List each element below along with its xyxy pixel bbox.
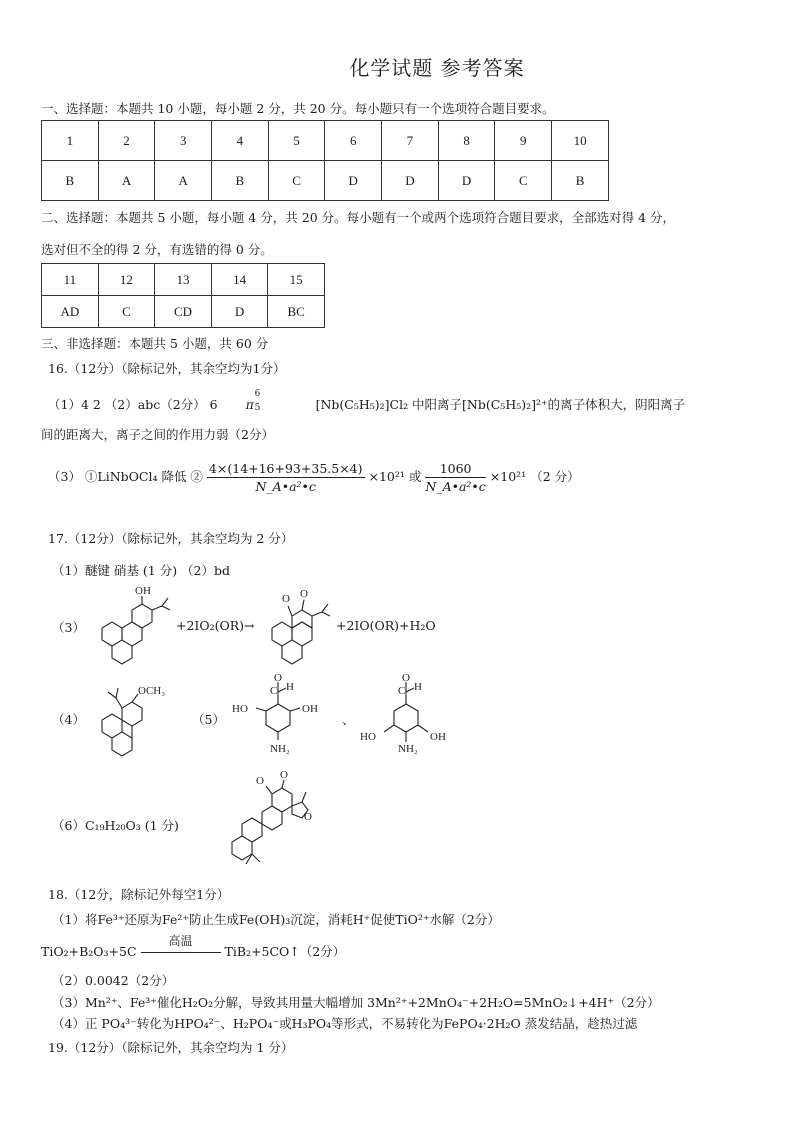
pi-subscript: 5 [254, 403, 261, 413]
reaction-condition: 高温 [168, 933, 193, 948]
answer-cell: C [495, 161, 552, 201]
q16-line2: 间的距离大，离子之间的作用力弱（2分） [41, 427, 274, 442]
question-number: 9 [495, 121, 552, 161]
answer-cell: A [155, 161, 212, 201]
answer-cell: B [552, 161, 609, 201]
part2-heading-line1: 二、选择题：本题共 5 小题，每小题 4 分，共 20 分。每小题有一个或两个选项符合题目要求，全部选对得 4 分， [41, 210, 676, 225]
pi-superscript: 6 [254, 389, 261, 399]
question-number: 3 [155, 121, 212, 161]
answer-cell: B [212, 161, 269, 201]
answer-cell: D [382, 161, 439, 201]
table-row [42, 264, 325, 296]
ketone-oxygen-label: O [256, 775, 264, 787]
equation-reactants: TiO₂+B₂O₃+5C [41, 944, 137, 959]
power-factor: ×10²¹ [368, 469, 405, 484]
q17-reagent: +2IO₂(OR)→ [176, 618, 255, 633]
part3-heading: 三、非选择题：本题共 5 小题，共 60 分 [41, 336, 269, 351]
page-title: 化学试题 参考答案 [349, 56, 525, 80]
answer-cell: AD [42, 296, 99, 328]
amino-label: NH₂ [398, 743, 418, 755]
question-number: 2 [98, 121, 155, 161]
answer-cell: A [98, 161, 155, 201]
q16-answers-1-2: （1）4 2 （2）abc（2分） 6 [48, 397, 218, 412]
q17-byproducts: +2IO(OR)+H₂O [336, 618, 436, 633]
density-fraction-2 [425, 461, 485, 494]
fraction-denominator: N_A•a²•c [255, 479, 316, 494]
aldehyde-oxygen-label: O [274, 672, 282, 684]
q17-heading: 17.（12分）（除标记外，其余空均为 2 分） [48, 531, 294, 546]
q17-part6-answer: （6）C₁₉H₂₀O₃ (1 分) [52, 818, 179, 833]
q16-line3 [48, 461, 580, 494]
hydroxyl-label: HO [360, 731, 376, 743]
furan-oxygen-label: O [304, 811, 312, 823]
answer-cell: C [268, 161, 325, 201]
reaction-condition-arrow [141, 933, 221, 960]
or-word: 或 [408, 469, 422, 484]
answer-cell: B [42, 161, 99, 201]
q16-line1 [48, 389, 686, 413]
q18-equation [41, 933, 346, 960]
oxygen-label: O [282, 593, 290, 605]
pi-symbol: π [245, 397, 254, 412]
methoxy-label: OCH₃ [138, 685, 166, 697]
aldehyde-oxygen-label: O [402, 672, 410, 684]
hydroxyl-label: OH [430, 731, 446, 743]
intermediate-structure [82, 680, 172, 760]
table-row [42, 161, 609, 201]
q18-line3: （3）Mn²⁺、Fe³⁺催化H₂O₂分解，导致其用量大幅增加 3Mn²⁺+2MnO₄⁻+2H₂O=5MnO₂↓+4H⁺（2分） [52, 995, 660, 1010]
pi-bond-notation [245, 389, 272, 413]
answer-cell: D [325, 161, 382, 201]
aldehyde-carbon-label: C [270, 685, 278, 697]
q16-heading: 16.（12分）（除标记外，其余空均为1分） [48, 361, 286, 376]
question-number: 15 [268, 264, 325, 296]
q17-part3-label: （3） [52, 620, 85, 635]
answer-cell: CD [155, 296, 212, 328]
q17-part4-label: （4） [52, 712, 85, 727]
power-factor: ×10²¹ [489, 469, 527, 484]
isomer-structure-2 [360, 672, 460, 772]
answer-cell: C [98, 296, 155, 328]
aldehyde-hydrogen-label: H [414, 681, 422, 693]
answer-cell: D [438, 161, 495, 201]
part2-heading-line2: 选对但不全的得 2 分，有选错的得 0 分。 [41, 242, 273, 257]
aldehyde-carbon-label: C [398, 685, 406, 697]
q18-line2: （2）0.0042（2分） [52, 973, 175, 988]
hydroxyl-label: OH [135, 585, 151, 597]
question-number: 4 [212, 121, 269, 161]
question-number: 7 [382, 121, 439, 161]
q19-heading: 19.（12分）（除标记外，其余空均为 1 分） [48, 1040, 294, 1055]
question-number: 13 [155, 264, 212, 296]
q18-line1: （1）将Fe³⁺还原为Fe²⁺防止生成Fe(OH)₃沉淀，消耗H⁺促使TiO²⁺水解（2分） [52, 912, 500, 927]
q17-line1: （1）醚键 硝基 (1 分) （2）bd [52, 563, 231, 578]
part1-heading: 一、选择题：本题共 10 小题，每小题 2 分，共 20 分。每小题只有一个选项符合题目要求。 [41, 101, 555, 116]
q16-explanation: [Nb(C₅H₅)₂]Cl₂ 中阳离子[Nb(C₅H₅)₂]²⁺的离子体积大，阴阳离子 [315, 397, 686, 412]
fraction-numerator: 1060 [425, 461, 485, 478]
table-row [42, 296, 325, 328]
part2-answer-table [41, 263, 325, 328]
q18-line4: （4）正 PO₄³⁻转化为HPO₄²⁻、H₂PO₄⁻或H₃PO₄等形式，不易转化为FePO₄·2H₂O 蒸发结晶，趁热过滤 [52, 1016, 638, 1031]
oxygen-label: O [300, 588, 308, 600]
q18-heading: 18.（12分，除标记外每空1分） [48, 887, 230, 902]
final-product-structure [222, 769, 332, 872]
q16-part3-text: （3） ①LiNbOCl₄ 降低 ② [48, 469, 203, 484]
separator-mark: 、 [342, 712, 355, 727]
question-number: 8 [438, 121, 495, 161]
answer-cell: D [211, 296, 268, 328]
question-number: 5 [268, 121, 325, 161]
hydroxyl-label: OH [302, 703, 318, 715]
question-number: 14 [211, 264, 268, 296]
question-number: 11 [42, 264, 99, 296]
q17-part5-label: （5） [192, 712, 225, 727]
reactant-structure [82, 585, 177, 668]
hydroxyl-label: HO [232, 703, 248, 715]
answer-cell: BC [268, 296, 325, 328]
product-quinone-structure [252, 588, 342, 668]
table-row [42, 121, 609, 161]
aldehyde-hydrogen-label: H [286, 681, 294, 693]
question-number: 6 [325, 121, 382, 161]
fraction-numerator: 4×(14+16+93+35.5×4) [208, 461, 363, 476]
ketone-oxygen-label: O [280, 769, 288, 781]
fraction-denominator: N_A•a²•c [425, 479, 486, 494]
question-number: 1 [42, 121, 99, 161]
density-fraction-1 [207, 461, 365, 494]
amino-label: NH₂ [270, 743, 290, 755]
part1-answer-table [41, 120, 609, 201]
question-number: 12 [98, 264, 155, 296]
equation-products: TiB₂+5CO↑（2分） [224, 944, 346, 959]
score-note: （2 分） [530, 469, 580, 484]
isomer-structure-1 [228, 672, 338, 760]
question-number: 10 [552, 121, 609, 161]
